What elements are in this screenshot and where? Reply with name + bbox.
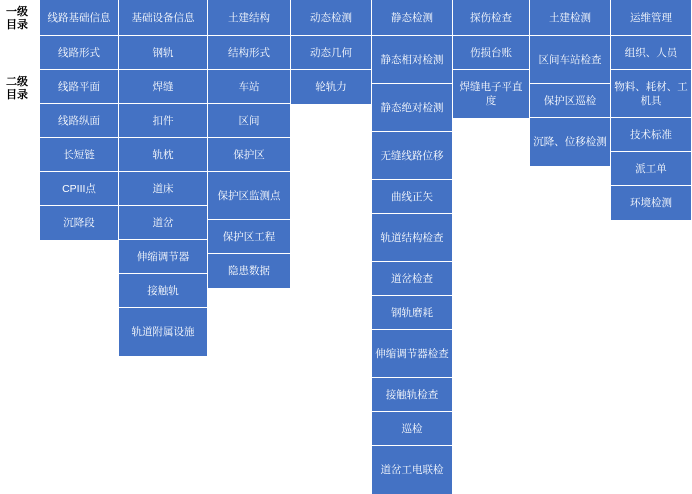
cell-basic-equipment-info-1[interactable]: 焊缝 (119, 70, 207, 104)
column-civil-inspection (530, 0, 610, 166)
cell-static-inspection-1[interactable]: 静态绝对检测 (372, 84, 452, 132)
column-header-track-basic-info[interactable]: 线路基础信息 (40, 0, 118, 36)
cell-track-basic-info-5[interactable]: 沉降段 (40, 206, 118, 240)
column-track-basic-info (40, 0, 118, 240)
cell-basic-equipment-info-5[interactable]: 道岔 (119, 206, 207, 240)
cell-operation-management-3[interactable]: 派工单 (611, 152, 691, 186)
cell-civil-structure-2[interactable]: 区间 (208, 104, 290, 138)
cell-basic-equipment-info-4[interactable]: 道床 (119, 172, 207, 206)
row-label-level2-line1: 二级 (6, 76, 28, 88)
cell-static-inspection-10[interactable]: 道岔工电联检 (372, 446, 452, 494)
cell-operation-management-0[interactable]: 组织、人员 (611, 36, 691, 70)
cell-static-inspection-5[interactable]: 道岔检查 (372, 262, 452, 296)
cell-dynamic-inspection-1[interactable]: 轮轨力 (291, 70, 371, 104)
cell-static-inspection-9[interactable]: 巡检 (372, 412, 452, 446)
column-flaw-detection (453, 0, 529, 118)
row-label-level2 (0, 76, 34, 102)
cell-basic-equipment-info-0[interactable]: 钢轨 (119, 36, 207, 70)
column-civil-structure (208, 0, 290, 288)
cell-civil-structure-5[interactable]: 保护区工程 (208, 220, 290, 254)
cell-flaw-detection-1[interactable]: 焊缝电子平直度 (453, 70, 529, 118)
cell-civil-structure-1[interactable]: 车站 (208, 70, 290, 104)
cell-static-inspection-8[interactable]: 接触轨检查 (372, 378, 452, 412)
cell-track-basic-info-3[interactable]: 长短链 (40, 138, 118, 172)
cell-civil-inspection-2[interactable]: 沉降、位移检测 (530, 118, 610, 166)
cell-civil-inspection-0[interactable]: 区间车站检查 (530, 36, 610, 84)
cell-track-basic-info-4[interactable]: CPIII点 (40, 172, 118, 206)
cell-flaw-detection-0[interactable]: 伤损台账 (453, 36, 529, 70)
column-dynamic-inspection (291, 0, 371, 104)
column-header-static-inspection[interactable]: 静态检测 (372, 0, 452, 36)
cell-basic-equipment-info-7[interactable]: 接触轨 (119, 274, 207, 308)
column-operation-management (611, 0, 691, 220)
row-label-level1-line2: 目录 (6, 19, 28, 31)
cell-civil-structure-6[interactable]: 隐患数据 (208, 254, 290, 288)
column-header-operation-management[interactable]: 运维管理 (611, 0, 691, 36)
cell-basic-equipment-info-8[interactable]: 轨道附属设施 (119, 308, 207, 356)
cell-static-inspection-0[interactable]: 静态相对检测 (372, 36, 452, 84)
column-header-civil-inspection[interactable]: 土建检测 (530, 0, 610, 36)
cell-track-basic-info-1[interactable]: 线路平面 (40, 70, 118, 104)
cell-basic-equipment-info-6[interactable]: 伸缩调节器 (119, 240, 207, 274)
column-static-inspection (372, 0, 452, 494)
cell-operation-management-4[interactable]: 环境检测 (611, 186, 691, 220)
cell-civil-structure-0[interactable]: 结构形式 (208, 36, 290, 70)
column-header-civil-structure[interactable]: 土建结构 (208, 0, 290, 36)
cell-basic-equipment-info-3[interactable]: 轨枕 (119, 138, 207, 172)
cell-basic-equipment-info-2[interactable]: 扣件 (119, 104, 207, 138)
column-header-dynamic-inspection[interactable]: 动态检测 (291, 0, 371, 36)
cell-civil-structure-4[interactable]: 保护区监测点 (208, 172, 290, 220)
cell-static-inspection-3[interactable]: 曲线正矢 (372, 180, 452, 214)
column-basic-equipment-info (119, 0, 207, 356)
cell-operation-management-1[interactable]: 物料、耗材、工机具 (611, 70, 691, 118)
cell-track-basic-info-2[interactable]: 线路纵面 (40, 104, 118, 138)
cell-track-basic-info-0[interactable]: 线路形式 (40, 36, 118, 70)
cell-static-inspection-6[interactable]: 钢轨磨耗 (372, 296, 452, 330)
cell-static-inspection-7[interactable]: 伸缩调节器检查 (372, 330, 452, 378)
column-header-basic-equipment-info[interactable]: 基础设备信息 (119, 0, 207, 36)
row-label-level1-line1: 一级 (6, 6, 28, 18)
cell-civil-structure-3[interactable]: 保护区 (208, 138, 290, 172)
cell-civil-inspection-1[interactable]: 保护区巡检 (530, 84, 610, 118)
cell-static-inspection-4[interactable]: 轨道结构检查 (372, 214, 452, 262)
row-label-level1 (0, 6, 34, 32)
cell-dynamic-inspection-0[interactable]: 动态几何 (291, 36, 371, 70)
cell-operation-management-2[interactable]: 技术标准 (611, 118, 691, 152)
column-header-flaw-detection[interactable]: 探伤检查 (453, 0, 529, 36)
row-label-level2-line2: 目录 (6, 89, 28, 101)
cell-static-inspection-2[interactable]: 无缝线路位移 (372, 132, 452, 180)
